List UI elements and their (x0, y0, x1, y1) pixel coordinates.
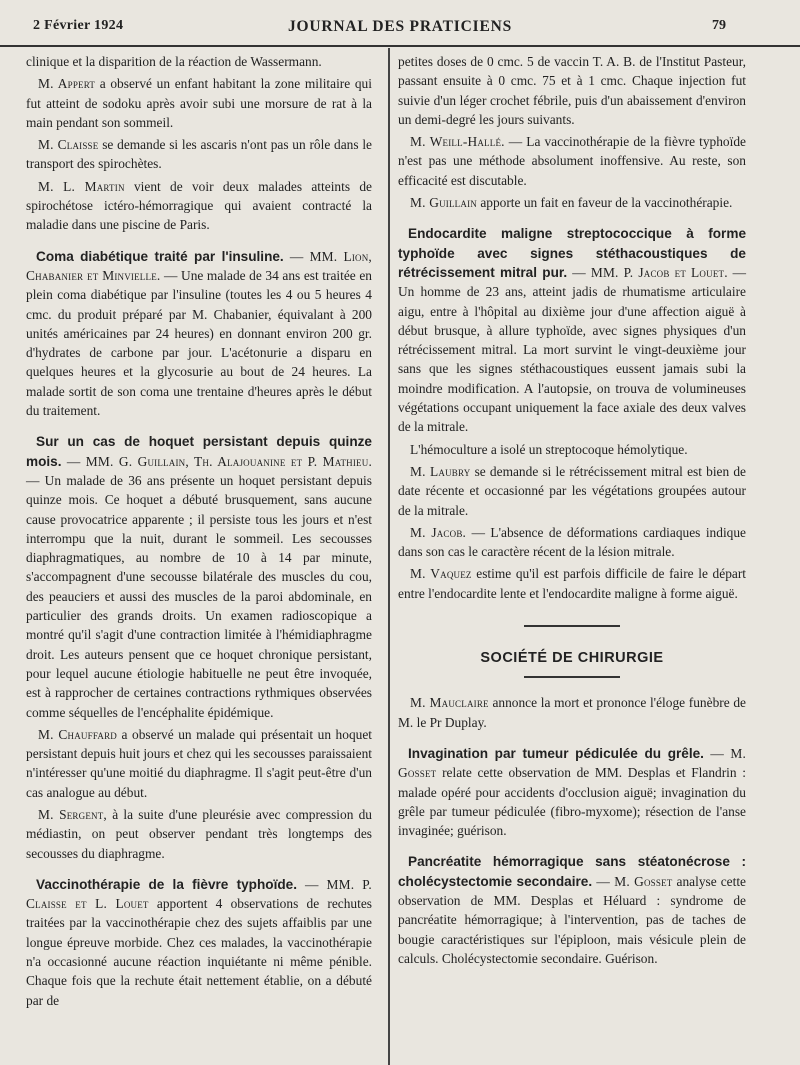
author-name: M. Chauffard (38, 726, 117, 742)
article-section (26, 875, 372, 1010)
paragraph-text: a observé un enfant habitant la zone militaire qui fut atteint de sodoku après avoir subi une morsure de rat à la main pendant son sommeil. (26, 76, 372, 130)
author-name: M. Sergent, (38, 806, 107, 822)
section-heading: Vaccinothérapie de la fièvre typhoïde. (36, 876, 297, 892)
paragraph (26, 805, 372, 863)
society-heading: SOCIÉTÉ DE CHIRURGIE (480, 650, 664, 667)
paragraph-text: se demande si les ascaris n'ont pas un rôle dans le transport des spirochètes. (26, 137, 372, 172)
paragraph (26, 725, 372, 802)
section-text: relate cette observation de MM. Desplas et Flandrin : malade opéré pour accidents d'occlusion aiguë; invagination du grêle par tumeur pédiculée (fibro-myxome); résection de l'anse invaginée; guérison. (398, 765, 746, 839)
paragraph-text: — La vaccinothérapie de la fièvre typhoïde n'est pas une méthode absolument inoffensive. Au reste, son efficacité est discutable. (398, 134, 746, 188)
author-name: M. Guillain (410, 195, 477, 211)
column-divider (388, 48, 390, 1065)
paragraph-text: — L'absence de déformations cardiaques indique dans son cas le caractère récent de la lésion mitrale. (398, 524, 746, 560)
section-authors: — M. Gosset (398, 745, 746, 781)
article-section (26, 432, 372, 721)
section-authors: — MM. P. Jacob et Louet. (567, 264, 728, 280)
paragraph-text: a observé un malade qui présentait un hoquet persistant depuis huit jours et chez qui les secousses paraissaient n'intéresser qu'une moitié du diaphragme. Il s'agit peut-être d'un cas analogue au début. (26, 726, 373, 800)
paragraph: L'hémoculture a isolé un streptocoque hémolytique. (410, 441, 688, 457)
paragraph-text: apporte un fait en faveur de la vaccinothérapie. (476, 195, 733, 211)
paragraph (26, 177, 372, 235)
section-authors: — M. Gosset (592, 873, 673, 889)
paragraph (398, 523, 746, 562)
section-text: — Un malade de 36 ans présente un hoquet persistant depuis quinze mois. Ce hoquet a débuté brusquement, sans aucune cause provocatrice apparente ; il persiste tous les jours et n'est interrompu que la nuit, durant le sommeil. Les secousses diaphragmatiques, au nombre de 10 à 14 par minute, s'accompagnent d'une secousse bilatérale des muscles du cou, des peauciers et aussi des muscles de la paroi abdominale, en particulier des grands droits. Un examen radioscopique a montré qu'il s'agit d'une contraction limitée à l'hémidiaphragme droit. Les auteurs pensent que ce hoquet chronique persistant, pour lequel aucune étiologie habituelle ne peut être invoquée, est à rapprocher de certaines contractions rythmiques observées comme séquelles de l'encéphalite épidémique. (26, 472, 372, 720)
article-section (398, 224, 746, 436)
section-heading: Endocardite maligne streptococcique à forme typhoïde avec signes stéthacoustiques de rétrécissement mitral pur. (398, 226, 746, 280)
journal-title: JOURNAL DES PRATICIENS (287, 18, 513, 35)
paragraph: clinique et la disparition de la réaction de Wassermann. (26, 54, 322, 69)
paragraph (398, 193, 746, 212)
article-section (398, 852, 746, 968)
page-number: 79 (712, 18, 726, 33)
section-heading: Coma diabétique traité par l'insuline. (36, 248, 284, 264)
author-name: M. Appert (38, 76, 96, 92)
paragraph (26, 74, 372, 132)
paragraph-text: à la suite d'une pleurésie avec compression du médiastin, on peut observer pendant très longtemps des secousses du diaphragme. (26, 806, 372, 861)
section-heading: Sur un cas de hoquet persistant depuis quinze mois. (26, 434, 372, 469)
section-text: apportent 4 observations de rechutes traitées par la vaccinothérapie chez des sujets affaiblis par une longue épreuve morbide. Chez ces malades, la vaccinothérapie n'a occasionné aucune réaction inquiétante ni même pénible. Chaque fois que la rechute était nettement établie, on a débuté par de (26, 896, 373, 1008)
paragraph: petites doses de 0 cmc. 5 de vaccin T. A. B. de l'Institut Pasteur, passant ensuite à 0 cmc. 75 et à 1 cmc. Chaque injection fut suivie d'un léger crochet fébrile, puis d'un abaissement d'environ un demi-degré les jours suivants. (398, 54, 746, 127)
paragraph-text: vient de voir deux malades atteints de spirochétose ictéro-hémorragique qui avaient contracté la maladie dans une piscine de Paris. (26, 178, 372, 233)
section-authors: — MM. P. Claisse et L. Louet (26, 876, 372, 912)
author-name: M. L. Martin (38, 178, 125, 194)
paragraph-text: annonce la mort et prononce l'éloge funèbre de M. le Pr Duplay. (398, 695, 746, 730)
section-heading: Invagination par tumeur pédiculée du grêle. (408, 745, 704, 761)
author-name: M. Jacob. (410, 524, 467, 540)
header-rule (0, 45, 800, 47)
paragraph-text: estime qu'il est parfois difficile de faire le départ entre l'endocardite lente et l'endocardite maligne à forme aiguë. (398, 566, 747, 601)
section-heading: Pancréatite hémorragique sans stéatonécrose : cholécystectomie secondaire. (398, 854, 746, 889)
header-date: 2 Février 1924 (33, 18, 124, 33)
author-name: M. Claisse (38, 137, 99, 153)
section-authors: — MM. Lion, Chabanier et Minvielle. (26, 248, 372, 283)
section-authors: — MM. G. Guillain, Th. Alajouanine et P. Mathieu. (61, 453, 372, 469)
section-text: — Un homme de 23 ans, atteint jadis de rhumatisme articulaire aigu, entre à l'hôpital au dixième jour d'une affection aiguë à début brusque, à allure typhoïde, avec signes physiques d'un rétrécissement mitral. La mort survint le vingt-deuxième jour sans que les signes stéthacoustiques eussent jamais subi la moindre modification. A l'autopsie, on trouva de volumineuses végétations occupant uniquement la face axiale des deux valves de la mitrale. (398, 264, 746, 435)
section-text: — Une malade de 34 ans est traitée en plein coma diabétique par l'insuline (toutes les 4 ou 5 heures 4 cmc. du produit préparé par M. Chabanier, équivalant à 200 unités américaines par 24 heures) en donnant environ 200 gr. d'hydrates de carbone par jour. L'acétonurie a disparu en quelques heures et la glycosurie au bout de 24 heures. La malade sortit de son coma une trentaine d'heures après le début du traitement. (26, 267, 372, 419)
right-column (398, 52, 746, 968)
paragraph (398, 462, 746, 520)
section-text: analyse cette observation de MM. Desplas et Héluard : syndrome de pancréatite hémorragique; à l'intervention, pas de taches de bougie caractéristiques sur l'épiploon, mais vésicule plein de calculs. Cholécystectomie secondaire. Guérison. (398, 873, 746, 966)
page-header (0, 18, 800, 46)
paragraph (398, 693, 746, 732)
article-section (26, 247, 372, 421)
paragraph (26, 135, 372, 174)
paragraph-text: se demande si le rétrécissement mitral est bien de date récente et occasionné par les végétations groupées autour de la mitrale. (398, 463, 746, 518)
author-name: M. Weill-Hallé. (410, 134, 505, 150)
left-column (26, 52, 372, 1010)
author-name: M. Vaquez (410, 566, 472, 582)
paragraph (398, 564, 746, 603)
article-section (398, 744, 746, 840)
author-name: M. Laubry (410, 463, 471, 479)
author-name: M. Mauclaire (410, 695, 489, 711)
paragraph (398, 132, 746, 190)
